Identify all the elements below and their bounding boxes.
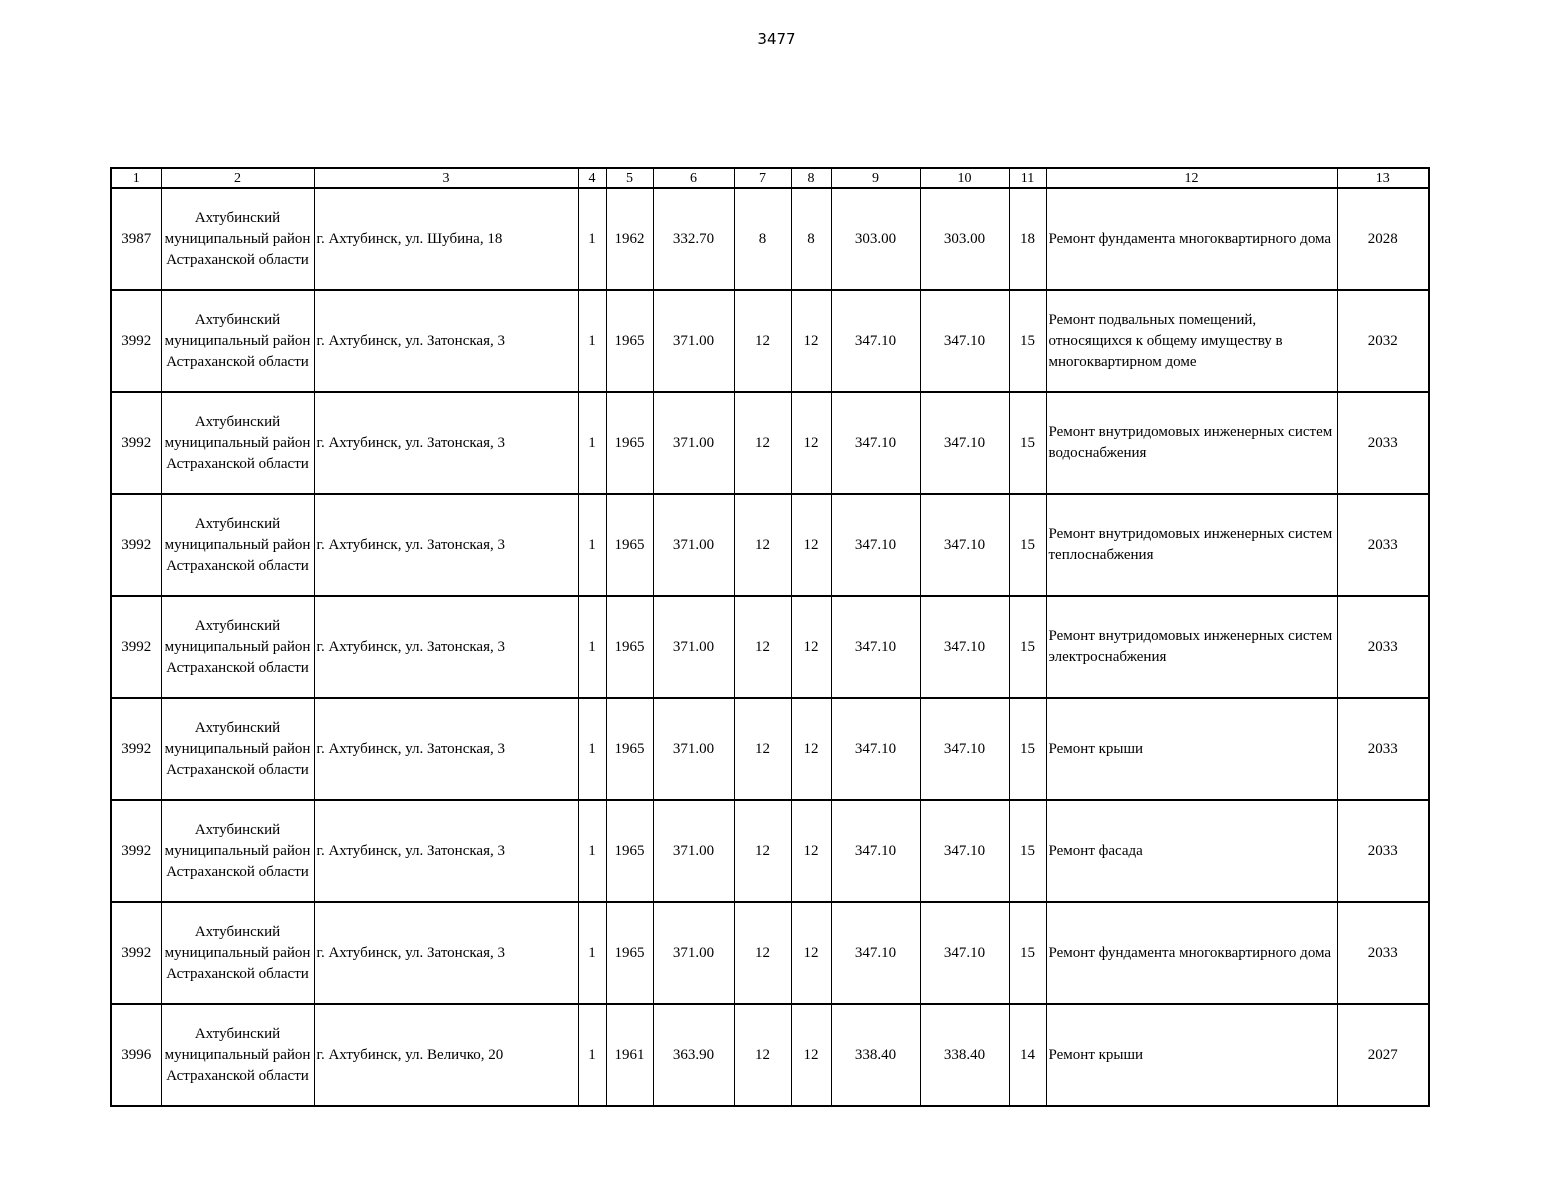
register-table xyxy=(110,167,1430,1107)
cell-year: 1965 xyxy=(606,290,653,392)
table-row xyxy=(111,596,1429,698)
column-number-10: 10 xyxy=(920,168,1009,188)
cell-municipality: Ахтубинский муниципальный район Астраханской области xyxy=(161,290,314,392)
cell-year: 1965 xyxy=(606,698,653,800)
cell-col-7: 12 xyxy=(734,902,791,1004)
cell-col-4: 1 xyxy=(578,392,606,494)
cell-work-type: Ремонт фундамента многоквартирного дома xyxy=(1046,188,1337,290)
cell-col-4: 1 xyxy=(578,596,606,698)
cell-row-number: 3992 xyxy=(111,902,161,1004)
cell-col-6: 371.00 xyxy=(653,596,734,698)
cell-col-7: 12 xyxy=(734,698,791,800)
cell-col-6: 371.00 xyxy=(653,698,734,800)
cell-col-9: 347.10 xyxy=(831,392,920,494)
cell-col-4: 1 xyxy=(578,800,606,902)
cell-year: 1965 xyxy=(606,596,653,698)
table-row xyxy=(111,800,1429,902)
cell-col-11: 15 xyxy=(1009,596,1046,698)
cell-row-number: 3992 xyxy=(111,698,161,800)
cell-col-9: 347.10 xyxy=(831,494,920,596)
cell-address: г. Ахтубинск, ул. Затонская, 3 xyxy=(314,494,578,596)
cell-address: г. Ахтубинск, ул. Затонская, 3 xyxy=(314,698,578,800)
cell-year: 1965 xyxy=(606,494,653,596)
cell-col-6: 363.90 xyxy=(653,1004,734,1106)
cell-municipality: Ахтубинский муниципальный район Астраханской области xyxy=(161,494,314,596)
cell-work-type: Ремонт крыши xyxy=(1046,698,1337,800)
cell-col-7: 12 xyxy=(734,1004,791,1106)
cell-year-planned: 2032 xyxy=(1337,290,1429,392)
cell-col-7: 12 xyxy=(734,596,791,698)
column-number-8: 8 xyxy=(791,168,831,188)
cell-address: г. Ахтубинск, ул. Затонская, 3 xyxy=(314,902,578,1004)
table-row xyxy=(111,494,1429,596)
cell-year-planned: 2033 xyxy=(1337,392,1429,494)
cell-col-10: 347.10 xyxy=(920,596,1009,698)
column-number-6: 6 xyxy=(653,168,734,188)
cell-col-10: 347.10 xyxy=(920,800,1009,902)
cell-year-planned: 2033 xyxy=(1337,494,1429,596)
cell-col-6: 371.00 xyxy=(653,392,734,494)
cell-col-4: 1 xyxy=(578,698,606,800)
cell-address: г. Ахтубинск, ул. Затонская, 3 xyxy=(314,596,578,698)
cell-work-type: Ремонт внутридомовых инженерных систем водоснабжения xyxy=(1046,392,1337,494)
cell-col-8: 12 xyxy=(791,494,831,596)
cell-year: 1965 xyxy=(606,902,653,1004)
cell-row-number: 3987 xyxy=(111,188,161,290)
cell-work-type: Ремонт внутридомовых инженерных систем электроснабжения xyxy=(1046,596,1337,698)
cell-year: 1961 xyxy=(606,1004,653,1106)
cell-municipality: Ахтубинский муниципальный район Астраханской области xyxy=(161,392,314,494)
cell-work-type: Ремонт внутридомовых инженерных систем теплоснабжения xyxy=(1046,494,1337,596)
cell-col-9: 347.10 xyxy=(831,902,920,1004)
cell-col-8: 8 xyxy=(791,188,831,290)
cell-col-7: 12 xyxy=(734,494,791,596)
cell-col-8: 12 xyxy=(791,392,831,494)
column-number-9: 9 xyxy=(831,168,920,188)
table-row xyxy=(111,290,1429,392)
cell-col-4: 1 xyxy=(578,902,606,1004)
cell-col-7: 12 xyxy=(734,392,791,494)
cell-col-6: 371.00 xyxy=(653,290,734,392)
column-number-1: 1 xyxy=(111,168,161,188)
table-row xyxy=(111,698,1429,800)
column-number-12: 12 xyxy=(1046,168,1337,188)
cell-municipality: Ахтубинский муниципальный район Астраханской области xyxy=(161,902,314,1004)
cell-work-type: Ремонт подвальных помещений, относящихся к общему имуществу в многоквартирном доме xyxy=(1046,290,1337,392)
cell-year-planned: 2033 xyxy=(1337,596,1429,698)
cell-col-6: 332.70 xyxy=(653,188,734,290)
cell-municipality: Ахтубинский муниципальный район Астраханской области xyxy=(161,596,314,698)
cell-work-type: Ремонт фасада xyxy=(1046,800,1337,902)
cell-col-11: 18 xyxy=(1009,188,1046,290)
column-number-4: 4 xyxy=(578,168,606,188)
cell-year-planned: 2033 xyxy=(1337,698,1429,800)
column-number-header xyxy=(111,168,1429,188)
cell-row-number: 3992 xyxy=(111,392,161,494)
cell-col-8: 12 xyxy=(791,800,831,902)
cell-col-4: 1 xyxy=(578,290,606,392)
cell-municipality: Ахтубинский муниципальный район Астраханской области xyxy=(161,188,314,290)
cell-col-10: 303.00 xyxy=(920,188,1009,290)
page-number: 3477 xyxy=(757,30,796,48)
cell-year-planned: 2028 xyxy=(1337,188,1429,290)
cell-col-11: 15 xyxy=(1009,494,1046,596)
cell-year-planned: 2033 xyxy=(1337,902,1429,1004)
table-row xyxy=(111,902,1429,1004)
column-number-7: 7 xyxy=(734,168,791,188)
cell-col-9: 338.40 xyxy=(831,1004,920,1106)
cell-col-10: 347.10 xyxy=(920,290,1009,392)
column-number-5: 5 xyxy=(606,168,653,188)
cell-col-4: 1 xyxy=(578,188,606,290)
cell-col-11: 15 xyxy=(1009,902,1046,1004)
cell-col-7: 12 xyxy=(734,290,791,392)
cell-col-9: 347.10 xyxy=(831,290,920,392)
cell-col-11: 15 xyxy=(1009,800,1046,902)
cell-year-planned: 2033 xyxy=(1337,800,1429,902)
cell-row-number: 3996 xyxy=(111,1004,161,1106)
cell-col-4: 1 xyxy=(578,1004,606,1106)
cell-col-11: 15 xyxy=(1009,698,1046,800)
column-number-3: 3 xyxy=(314,168,578,188)
table-row xyxy=(111,1004,1429,1106)
cell-col-10: 347.10 xyxy=(920,902,1009,1004)
column-number-13: 13 xyxy=(1337,168,1429,188)
cell-address: г. Ахтубинск, ул. Затонская, 3 xyxy=(314,392,578,494)
cell-year: 1965 xyxy=(606,392,653,494)
cell-col-10: 347.10 xyxy=(920,698,1009,800)
cell-work-type: Ремонт крыши xyxy=(1046,1004,1337,1106)
column-number-2: 2 xyxy=(161,168,314,188)
cell-row-number: 3992 xyxy=(111,800,161,902)
cell-row-number: 3992 xyxy=(111,494,161,596)
cell-col-8: 12 xyxy=(791,596,831,698)
cell-col-9: 303.00 xyxy=(831,188,920,290)
cell-address: г. Ахтубинск, ул. Затонская, 3 xyxy=(314,800,578,902)
cell-row-number: 3992 xyxy=(111,290,161,392)
cell-year: 1962 xyxy=(606,188,653,290)
cell-municipality: Ахтубинский муниципальный район Астраханской области xyxy=(161,1004,314,1106)
cell-row-number: 3992 xyxy=(111,596,161,698)
cell-municipality: Ахтубинский муниципальный район Астраханской области xyxy=(161,698,314,800)
cell-col-11: 14 xyxy=(1009,1004,1046,1106)
cell-col-4: 1 xyxy=(578,494,606,596)
cell-col-11: 15 xyxy=(1009,392,1046,494)
cell-col-6: 371.00 xyxy=(653,800,734,902)
cell-address: г. Ахтубинск, ул. Величко, 20 xyxy=(314,1004,578,1106)
cell-col-6: 371.00 xyxy=(653,902,734,1004)
cell-work-type: Ремонт фундамента многоквартирного дома xyxy=(1046,902,1337,1004)
cell-col-7: 12 xyxy=(734,800,791,902)
cell-col-9: 347.10 xyxy=(831,698,920,800)
cell-col-7: 8 xyxy=(734,188,791,290)
cell-col-8: 12 xyxy=(791,902,831,1004)
column-number-11: 11 xyxy=(1009,168,1046,188)
cell-year: 1965 xyxy=(606,800,653,902)
cell-col-9: 347.10 xyxy=(831,596,920,698)
cell-col-9: 347.10 xyxy=(831,800,920,902)
cell-address: г. Ахтубинск, ул. Шубина, 18 xyxy=(314,188,578,290)
cell-address: г. Ахтубинск, ул. Затонская, 3 xyxy=(314,290,578,392)
cell-col-10: 347.10 xyxy=(920,392,1009,494)
cell-col-8: 12 xyxy=(791,698,831,800)
cell-col-8: 12 xyxy=(791,1004,831,1106)
cell-col-11: 15 xyxy=(1009,290,1046,392)
cell-col-8: 12 xyxy=(791,290,831,392)
cell-col-6: 371.00 xyxy=(653,494,734,596)
cell-col-10: 338.40 xyxy=(920,1004,1009,1106)
cell-municipality: Ахтубинский муниципальный район Астраханской области xyxy=(161,800,314,902)
table-row xyxy=(111,392,1429,494)
cell-year-planned: 2027 xyxy=(1337,1004,1429,1106)
table-row xyxy=(111,188,1429,290)
cell-col-10: 347.10 xyxy=(920,494,1009,596)
